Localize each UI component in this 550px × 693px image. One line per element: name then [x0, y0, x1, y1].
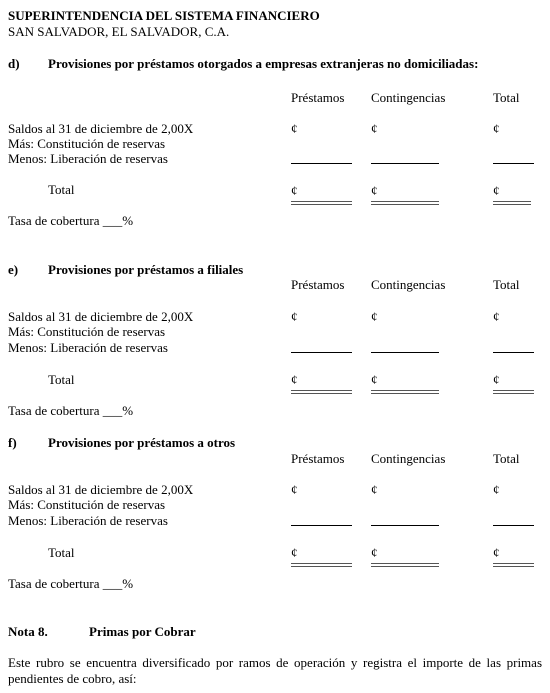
total-label: Total — [48, 182, 75, 197]
currency-sign: ¢ — [291, 183, 298, 198]
subtotal-line — [493, 525, 534, 526]
subtotal-line — [493, 352, 534, 353]
col-contingencias: Contingencias — [371, 277, 446, 292]
total-label: Total — [48, 372, 75, 387]
subtotal-line — [371, 352, 439, 353]
section-letter: e) — [8, 262, 19, 277]
subtotal-line — [493, 163, 534, 164]
currency-sign: ¢ — [493, 545, 500, 560]
subtotal-line — [291, 525, 352, 526]
total-double-line — [291, 201, 352, 205]
org-location: SAN SALVADOR, EL SALVADOR, C.A. — [8, 24, 230, 39]
section-title: Provisiones por préstamos a filiales — [48, 262, 244, 277]
col-total: Total — [493, 277, 520, 292]
currency-sign: ¢ — [291, 121, 298, 136]
currency-sign: ¢ — [493, 121, 500, 136]
currency-sign: ¢ — [493, 372, 500, 387]
currency-sign: ¢ — [371, 183, 378, 198]
col-contingencias: Contingencias — [371, 451, 446, 466]
col-prestamos: Préstamos — [291, 451, 345, 466]
row-constitucion: Más: Constitución de reservas — [8, 324, 166, 339]
col-total: Total — [493, 90, 520, 105]
currency-sign: ¢ — [493, 309, 500, 324]
section-title: Provisiones por préstamos otorgados a empresas extranjeras no domiciliadas: — [48, 56, 479, 71]
currency-sign: ¢ — [291, 372, 298, 387]
currency-sign: ¢ — [371, 545, 378, 560]
currency-sign: ¢ — [371, 372, 378, 387]
total-label: Total — [48, 545, 75, 560]
subtotal-line — [291, 352, 352, 353]
row-saldos: Saldos al 31 de diciembre de 2,00X — [8, 482, 194, 497]
currency-sign: ¢ — [371, 121, 378, 136]
currency-sign: ¢ — [291, 545, 298, 560]
row-liberacion: Menos: Liberación de reservas — [8, 340, 168, 355]
section-letter: d) — [8, 56, 20, 71]
section-title: Provisiones por préstamos a otros — [48, 435, 236, 450]
row-constitucion: Más: Constitución de reservas — [8, 136, 166, 151]
subtotal-line — [371, 525, 439, 526]
col-total: Total — [493, 451, 520, 466]
col-prestamos: Préstamos — [291, 90, 345, 105]
total-double-line — [371, 390, 439, 394]
note-body: Este rubro se encuentra diversificado por ramos de operación y registra el importe de las primas pendientes de cobro, así: — [8, 655, 542, 686]
row-liberacion: Menos: Liberación de reservas — [8, 513, 168, 528]
subtotal-line — [371, 163, 439, 164]
total-double-line — [371, 201, 439, 205]
subtotal-line — [291, 163, 352, 164]
note-title: Primas por Cobrar — [89, 624, 196, 639]
row-constitucion: Más: Constitución de reservas — [8, 497, 166, 512]
currency-sign: ¢ — [371, 482, 378, 497]
currency-sign: ¢ — [371, 309, 378, 324]
currency-sign: ¢ — [291, 482, 298, 497]
note-number: Nota 8. — [8, 624, 48, 639]
currency-sign: ¢ — [493, 482, 500, 497]
currency-sign: ¢ — [291, 309, 298, 324]
section-letter: f) — [8, 435, 17, 450]
total-double-line — [291, 390, 352, 394]
total-double-line — [371, 563, 439, 567]
coverage-rate: Tasa de cobertura ___% — [8, 213, 134, 228]
total-double-line — [493, 563, 534, 567]
row-saldos: Saldos al 31 de diciembre de 2,00X — [8, 309, 194, 324]
total-double-line — [493, 201, 531, 205]
col-prestamos: Préstamos — [291, 277, 345, 292]
total-double-line — [291, 563, 352, 567]
row-saldos: Saldos al 31 de diciembre de 2,00X — [8, 121, 194, 136]
coverage-rate: Tasa de cobertura ___% — [8, 403, 134, 418]
row-liberacion: Menos: Liberación de reservas — [8, 151, 168, 166]
total-double-line — [493, 390, 534, 394]
currency-sign: ¢ — [493, 183, 500, 198]
org-name: SUPERINTENDENCIA DEL SISTEMA FINANCIERO — [8, 8, 320, 23]
col-contingencias: Contingencias — [371, 90, 446, 105]
coverage-rate: Tasa de cobertura ___% — [8, 576, 134, 591]
